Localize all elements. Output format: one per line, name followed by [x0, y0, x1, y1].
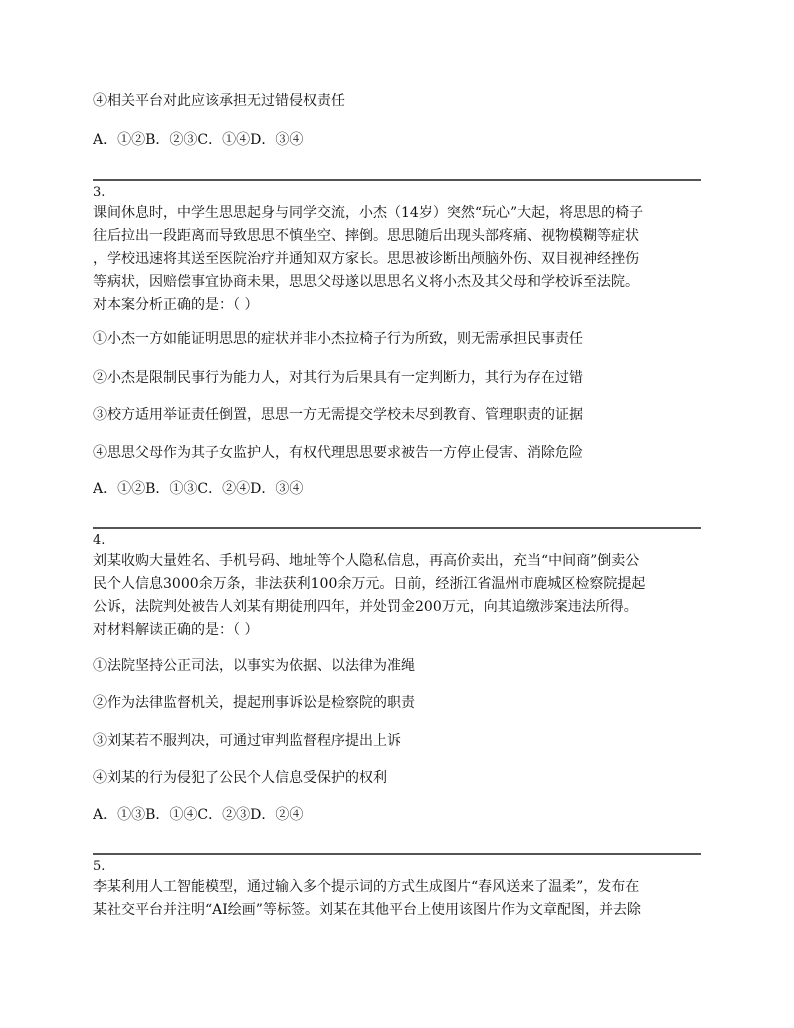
q3-option-1: ①小杰一方如能证明思思的症状并非小杰拉椅子行为所致，则无需承担民事责任	[93, 331, 583, 347]
q4-number: 4.	[93, 533, 106, 548]
q5-stem-line: 李某利用人工智能模型，通过输入多个提示词的方式生成图片“春风送来了温柔”，发布在	[93, 879, 640, 895]
q2-option-4: ④相关平台对此应该承担无过错侵权责任	[93, 93, 345, 109]
q5-stem	[93, 876, 705, 922]
question-divider	[93, 853, 701, 855]
q3-stem-line: 往后拉出一段距离而导致思思不慎坐空、摔倒。思思随后出现头部疼痛、视物模糊等症状	[93, 228, 639, 244]
q3-option-3: ③校方适用举证责任倒置，思思一方无需提交学校未尽到教育、管理职责的证据	[93, 407, 583, 423]
q2-answer-choices: A．①②B．②③C．①④D．③④	[93, 132, 304, 148]
q3-answer-choices: A．①②B．①③C．②④D．③④	[93, 481, 304, 497]
q5-stem-line: 某社交平台并注明“AI绘画”等标签。刘某在其他平台上使用该图片作为文章配图，并去除	[93, 902, 641, 918]
q3-stem-line: 课间休息时，中学生思思起身与同学交流，小杰（14岁）突然“玩心”大起，将思思的椅子	[93, 205, 644, 221]
q3-number: 3.	[93, 185, 106, 200]
question-divider	[93, 179, 701, 181]
q3-option-4: ④思思父母作为其子女监护人，有权代理思思要求被告一方停止侵害、消除危险	[93, 445, 583, 461]
q5-number: 5.	[93, 859, 106, 874]
q3-stem-line: 对本案分析正确的是：（ ）	[93, 297, 259, 313]
q4-stem-line: 刘某收购大量姓名、手机号码、地址等个人隐私信息，再高价卖出，充当“中间商”倒卖公	[93, 553, 640, 569]
q4-stem	[93, 550, 705, 642]
q4-option-2: ②作为法律监督机关，提起刑事诉讼是检察院的职责	[93, 695, 415, 711]
question-divider	[93, 527, 701, 529]
q4-stem-line: 对材料解读正确的是：（ ）	[93, 622, 259, 638]
q4-stem-line: 民个人信息3000余万条，非法获利100余万元。日前，经浙江省温州市鹿城区检察院提起	[93, 576, 646, 592]
q4-option-4: ④刘某的行为侵犯了公民个人信息受保护的权利	[93, 770, 387, 786]
q4-answer-choices: A．①③B．①④C．②③D．②④	[93, 807, 304, 823]
q4-option-1: ①法院坚持公正司法，以事实为依据、以法律为准绳	[93, 658, 415, 674]
q3-stem-line: 等病状，因赔偿事宜协商未果，思思父母遂以思思名义将小杰及其父母和学校诉至法院。	[93, 274, 639, 290]
q3-stem-line: ，学校迅速将其送至医院治疗并通知双方家长。思思被诊断出颅脑外伤、双目视神经挫伤	[93, 251, 639, 267]
q4-stem-line: 公诉，法院判处被告人刘某有期徒刑四年，并处罚金200万元，向其追缴涉案违法所得。	[93, 599, 638, 615]
q3-option-2: ②小杰是限制民事行为能力人，对其行为后果具有一定判断力，其行为存在过错	[93, 370, 583, 386]
q4-option-3: ③刘某若不服判决，可通过审判监督程序提出上诉	[93, 733, 401, 749]
q3-stem	[93, 202, 705, 317]
